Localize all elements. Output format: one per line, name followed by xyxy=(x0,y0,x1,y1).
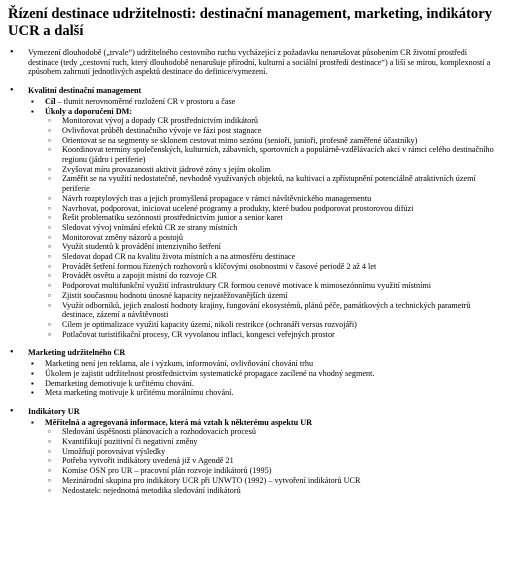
sub-list-item: ▫ Navrhovat, podporovat, iniciovat ucelené programy a produkty, které budou podporovat prostorovou difúzi xyxy=(45,204,497,214)
document-title: Řízení destinace udržitelnosti: destinační management, marketing, indikátory UCR a další xyxy=(8,6,493,39)
sub-list-item: ▫ Nedostatek: nejednotná metodika sledování indikátorů xyxy=(45,486,497,496)
section-heading: Indikátory UR xyxy=(28,406,80,416)
sub-list-item: ▫ Komise OSN pro UR – pracovní plán rozvoje indikátorů (1995) xyxy=(45,466,497,476)
section-heading: Kvalitní destinační management xyxy=(28,86,142,96)
sub-list-item: ▫ Orientovat se na segmenty se sklonem cestovat mimo sezónu (senioři, junioři, profesně zaměřené účastníky) xyxy=(45,136,497,146)
intro-text: Vymezení dlouhodobě („trvale“) udržitelného cestovního ruchu vycházející z požadavku nenarušovat působením CR životní prostředí destinace (tedy „cestovní ruch, který dlouhodobě nenarušuje přírodní, kulturní a sociální prostředí destinace“) a liší se mírou, komplexností a způsobem zahrnutí jednotlivých aspektů destinace do definice/vymezení. xyxy=(28,48,491,77)
sub-list-item: ▫ Sledování úspěšnosti plánovacích a rozhodovacích procesů xyxy=(45,427,497,437)
section-items xyxy=(28,418,497,496)
sub-list-item: ▫ Koordinovat termíny společenských, kulturních, zábavních, sportovních a populárně-vzdělávacích akcí v rámci celého destinačního regionu (jádro i periferie) xyxy=(45,145,497,164)
sub-list-item: ▫ Potřeba vytvořit indikátory uvedená již v Agendě 21 xyxy=(45,456,497,466)
sub-list-item: ▫ Ovlivňovat průběh destinačního vývoje ve fázi post stagnace xyxy=(45,126,497,136)
sub-list-item: ▫ Využít odborníků, jejich znalostí hodnoty krajiny, fungování ekosystémů, plánů péče, památkových a technických parametrů destinace, zázemí a návštěvnosti xyxy=(45,301,497,320)
sub-list-item: ▫ Podporovat multifunkční využití infrastruktury CR formou cenové motivace k mimosezónnímu využití místními xyxy=(45,281,497,291)
list-item xyxy=(28,107,497,340)
sub-list-item: ▫ Cílem je optimalizace využití kapacity území, nikoli restrikce (ochranáři versus rozvojáři) xyxy=(45,320,497,330)
sub-list-item: ▫ Řešit problematiku sezónnosti prostřednictvím junior a senior karet xyxy=(45,213,497,223)
list-item xyxy=(28,388,497,398)
item-label: Cíl xyxy=(45,96,56,106)
sub-list-item: ▫ Návrh rozptylových tras a jejich promyšlená propagace v rámci návštěvnického managementu xyxy=(45,194,497,204)
sub-list-item: ▫ Zaměřit se na využití nedostatečně, nevhodně využívaných objektů, na kultivaci a zpřístupnění potenciálně atraktivních území periferie xyxy=(45,174,497,193)
section-items xyxy=(28,97,497,340)
outline-list xyxy=(8,48,497,495)
section-bullet xyxy=(8,86,497,339)
sub-list-item: ▫ Využít studentů k provádění intenzivního šetření xyxy=(45,242,497,252)
item-text: Úkolem je zajistit udržitelnost prostřednictvím systematické propagace zacílené na vhodný segment. xyxy=(45,368,375,378)
sub-list xyxy=(45,116,497,339)
item-text: Marketing není jen reklama, ale i výzkum, informování, ovlivňování chování trhu xyxy=(45,359,314,369)
sub-list-item: ▫ Zjistit současnou hodnotu únosné kapacity nejzatěžovanějších území xyxy=(45,291,497,301)
intro-bullet xyxy=(8,48,497,77)
sub-list-item: ▫ Sledovat dopad CR na kvalitu života místních a na atmosféru destinace xyxy=(45,252,497,262)
item-text: – tlumit nerovnoměrné rozložení CR v prostoru a čase xyxy=(55,96,236,106)
sub-list-item: ▫ Potlačovat turistifikační procesy, CR vyvolanou inflaci, kongesci veřejných prostor xyxy=(45,330,497,340)
sub-list-item: ▫ Zvyšovat míru provazanosti aktivit jádrové zóny s jejím okolím xyxy=(45,165,497,175)
list-item xyxy=(28,97,497,107)
item-text: Demarketing demotivuje k určitému chování. xyxy=(45,378,194,388)
sub-list-item: ▫ Provádět šetření formou řízených rozhovorů s klíčovými osobnostmi v časové periodě 2 až 4 let xyxy=(45,262,497,272)
list-item xyxy=(28,359,497,369)
section-items xyxy=(28,359,497,398)
sub-list-item: ▫ Monitorovat změny názorů a postojů xyxy=(45,233,497,243)
sub-list-item: ▫ Provádět osvětu a zapojit místní do rozvoje CR xyxy=(45,271,497,281)
sub-list-item: ▫ Monitorovat vývoj a dopady CR prostřednictvím indikátorů xyxy=(45,116,497,126)
item-label: Úkoly a doporučení DM: xyxy=(45,106,133,116)
sub-list xyxy=(45,427,497,495)
item-label: Měřitelná a agregovaná informace, která má vztah k některému aspektu UR xyxy=(45,417,313,427)
sub-list-item: ▫ Umožňují porovnávat výsledky xyxy=(45,447,497,457)
list-item xyxy=(28,418,497,496)
section-heading: Marketing udržitelného CR xyxy=(28,348,126,358)
sub-list-item: ▫ Sledovat vývoj vnímání efektů CR ze strany místních xyxy=(45,223,497,233)
sub-list-item: ▫ Kvantifikují pozitivní či negativní změny xyxy=(45,437,497,447)
sub-list-item: ▫ Mezinárodní skupina pro indikátory UCR při UNWTO (1992) – vytvoření indikátorů UCR xyxy=(45,476,497,486)
list-item xyxy=(28,379,497,389)
section-bullet xyxy=(8,407,497,495)
section-bullet xyxy=(8,348,497,398)
item-text: Meta marketing motivuje k určitému morálnímu chování. xyxy=(45,388,234,398)
list-item xyxy=(28,369,497,379)
